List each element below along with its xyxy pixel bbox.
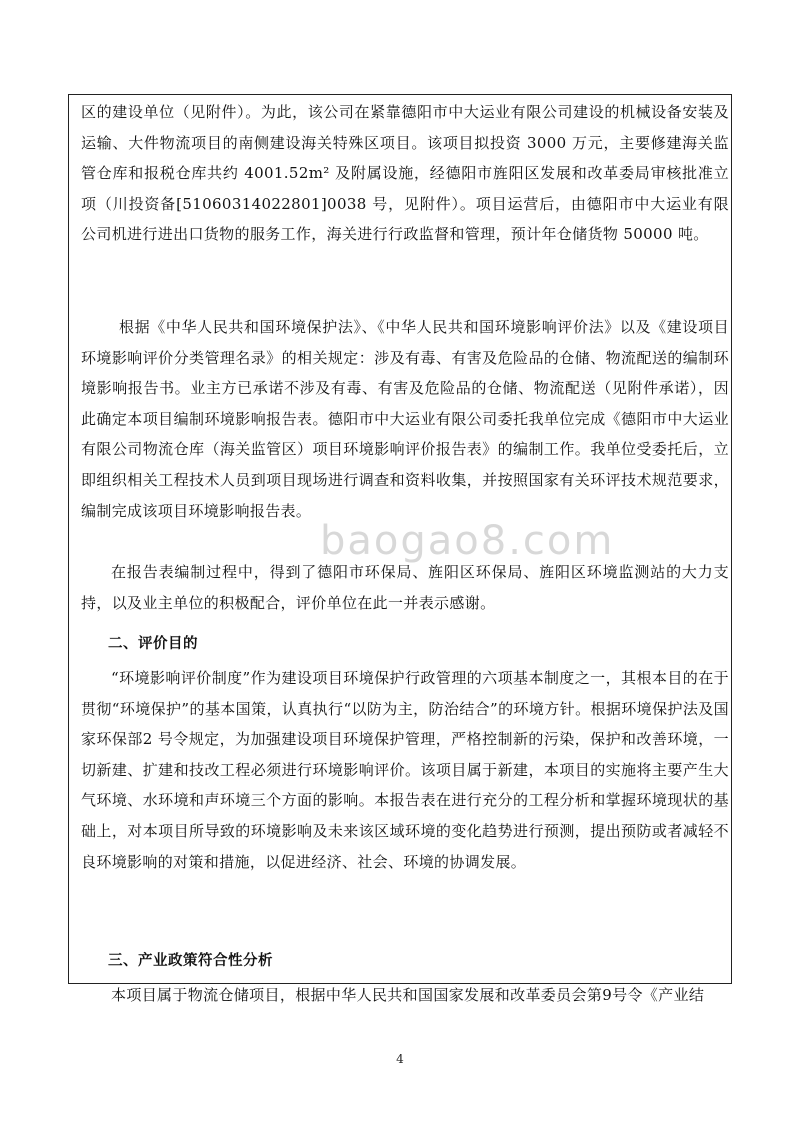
paragraph-legal-basis: 根据《中华人民共和国环境保护法》、《中华人民共和国环境影响评价法》以及《建设项目环境影响评价分类管理名录》的相关规定：涉及有毒、有害及危险品的仓储、物流配送的编制环境影响报告书。业主方已承诺不涉及有毒、有害及危险品的仓储、物流配送（见附件承诺），因此确定本项目编制环境影响报告表。德阳市中大运业有限公司委托我单位完成《德阳市中大运业有限公司物流仓库（海关监管区）项目环境影响评价报告表》的编制工作。我单位受委托后，立即组织相关工程技术人员到项目现场进行调查和资料收集，并按照国家有关环评技术规范要求，编制完成该项目环境影响报告表。	[81, 318, 729, 520]
heading-industrial-policy: 三、产业政策符合性分析	[108, 953, 273, 969]
paragraph-acknowledgement: 在报告表编制过程中，得到了德阳市环保局、旌阳区环保局、旌阳区环境监测站的大力支持，以及业主单位的积极配合，评价单位在此一并表示感谢。	[81, 563, 729, 612]
watermark-text: baogao8.com	[320, 518, 615, 564]
paragraph-evaluation-purpose: “环境影响评价制度”作为建设项目环境保护行政管理的六项基本制度之一，其根本目的在于贯彻“环境保护”的基本国策，认真执行“以防为主，防治结合”的环境方针。根据环境保护法及国家环保部2 号令规定，为加强建设项目环境保护管理，严格控制新的污染，保护和改善环境，一切新建、扩建和技改工程必须进行环境影响评价。该项目属于新建，本项目的实施将主要产生大气环境、水环境和声环境三个方面的影响。本报告表在进行充分的工程分析和掌握环境现状的基础上，对本项目所导致的环境影响及未来该区域环境的变化趋势进行预测，提出预防或者减轻不良环境影响的对策和措施，以促进经济、社会、环境的协调发展。	[81, 669, 729, 871]
paragraph-industrial-policy: 本项目属于物流仓储项目，根据中华人民共和国国家发展和改革委员会第9号令《产业结	[111, 986, 705, 1004]
paragraph-project-overview: 区的建设单位（见附件）。为此，该公司在紧靠德阳市中大运业有限公司建设的机械设备安装及运输、大件物流项目的南侧建设海关特殊区项目。该项目拟投资 3000 万元，主要修建海关监管仓库和报税仓库共约 4001.52m² 及附属设施，经德阳市旌阳区发展和改革委局审核批准立项（川投资备[51060314022801]0038 号，见附件）。项目运营后，由德阳市中大运业有限公司机进行进出口货物的服务工作，海关进行行政监督和管理，预计年仓储货物 50000 吨。	[81, 103, 729, 244]
heading-evaluation-purpose: 二、评价目的	[108, 636, 198, 652]
page-number: 4	[396, 1052, 404, 1066]
